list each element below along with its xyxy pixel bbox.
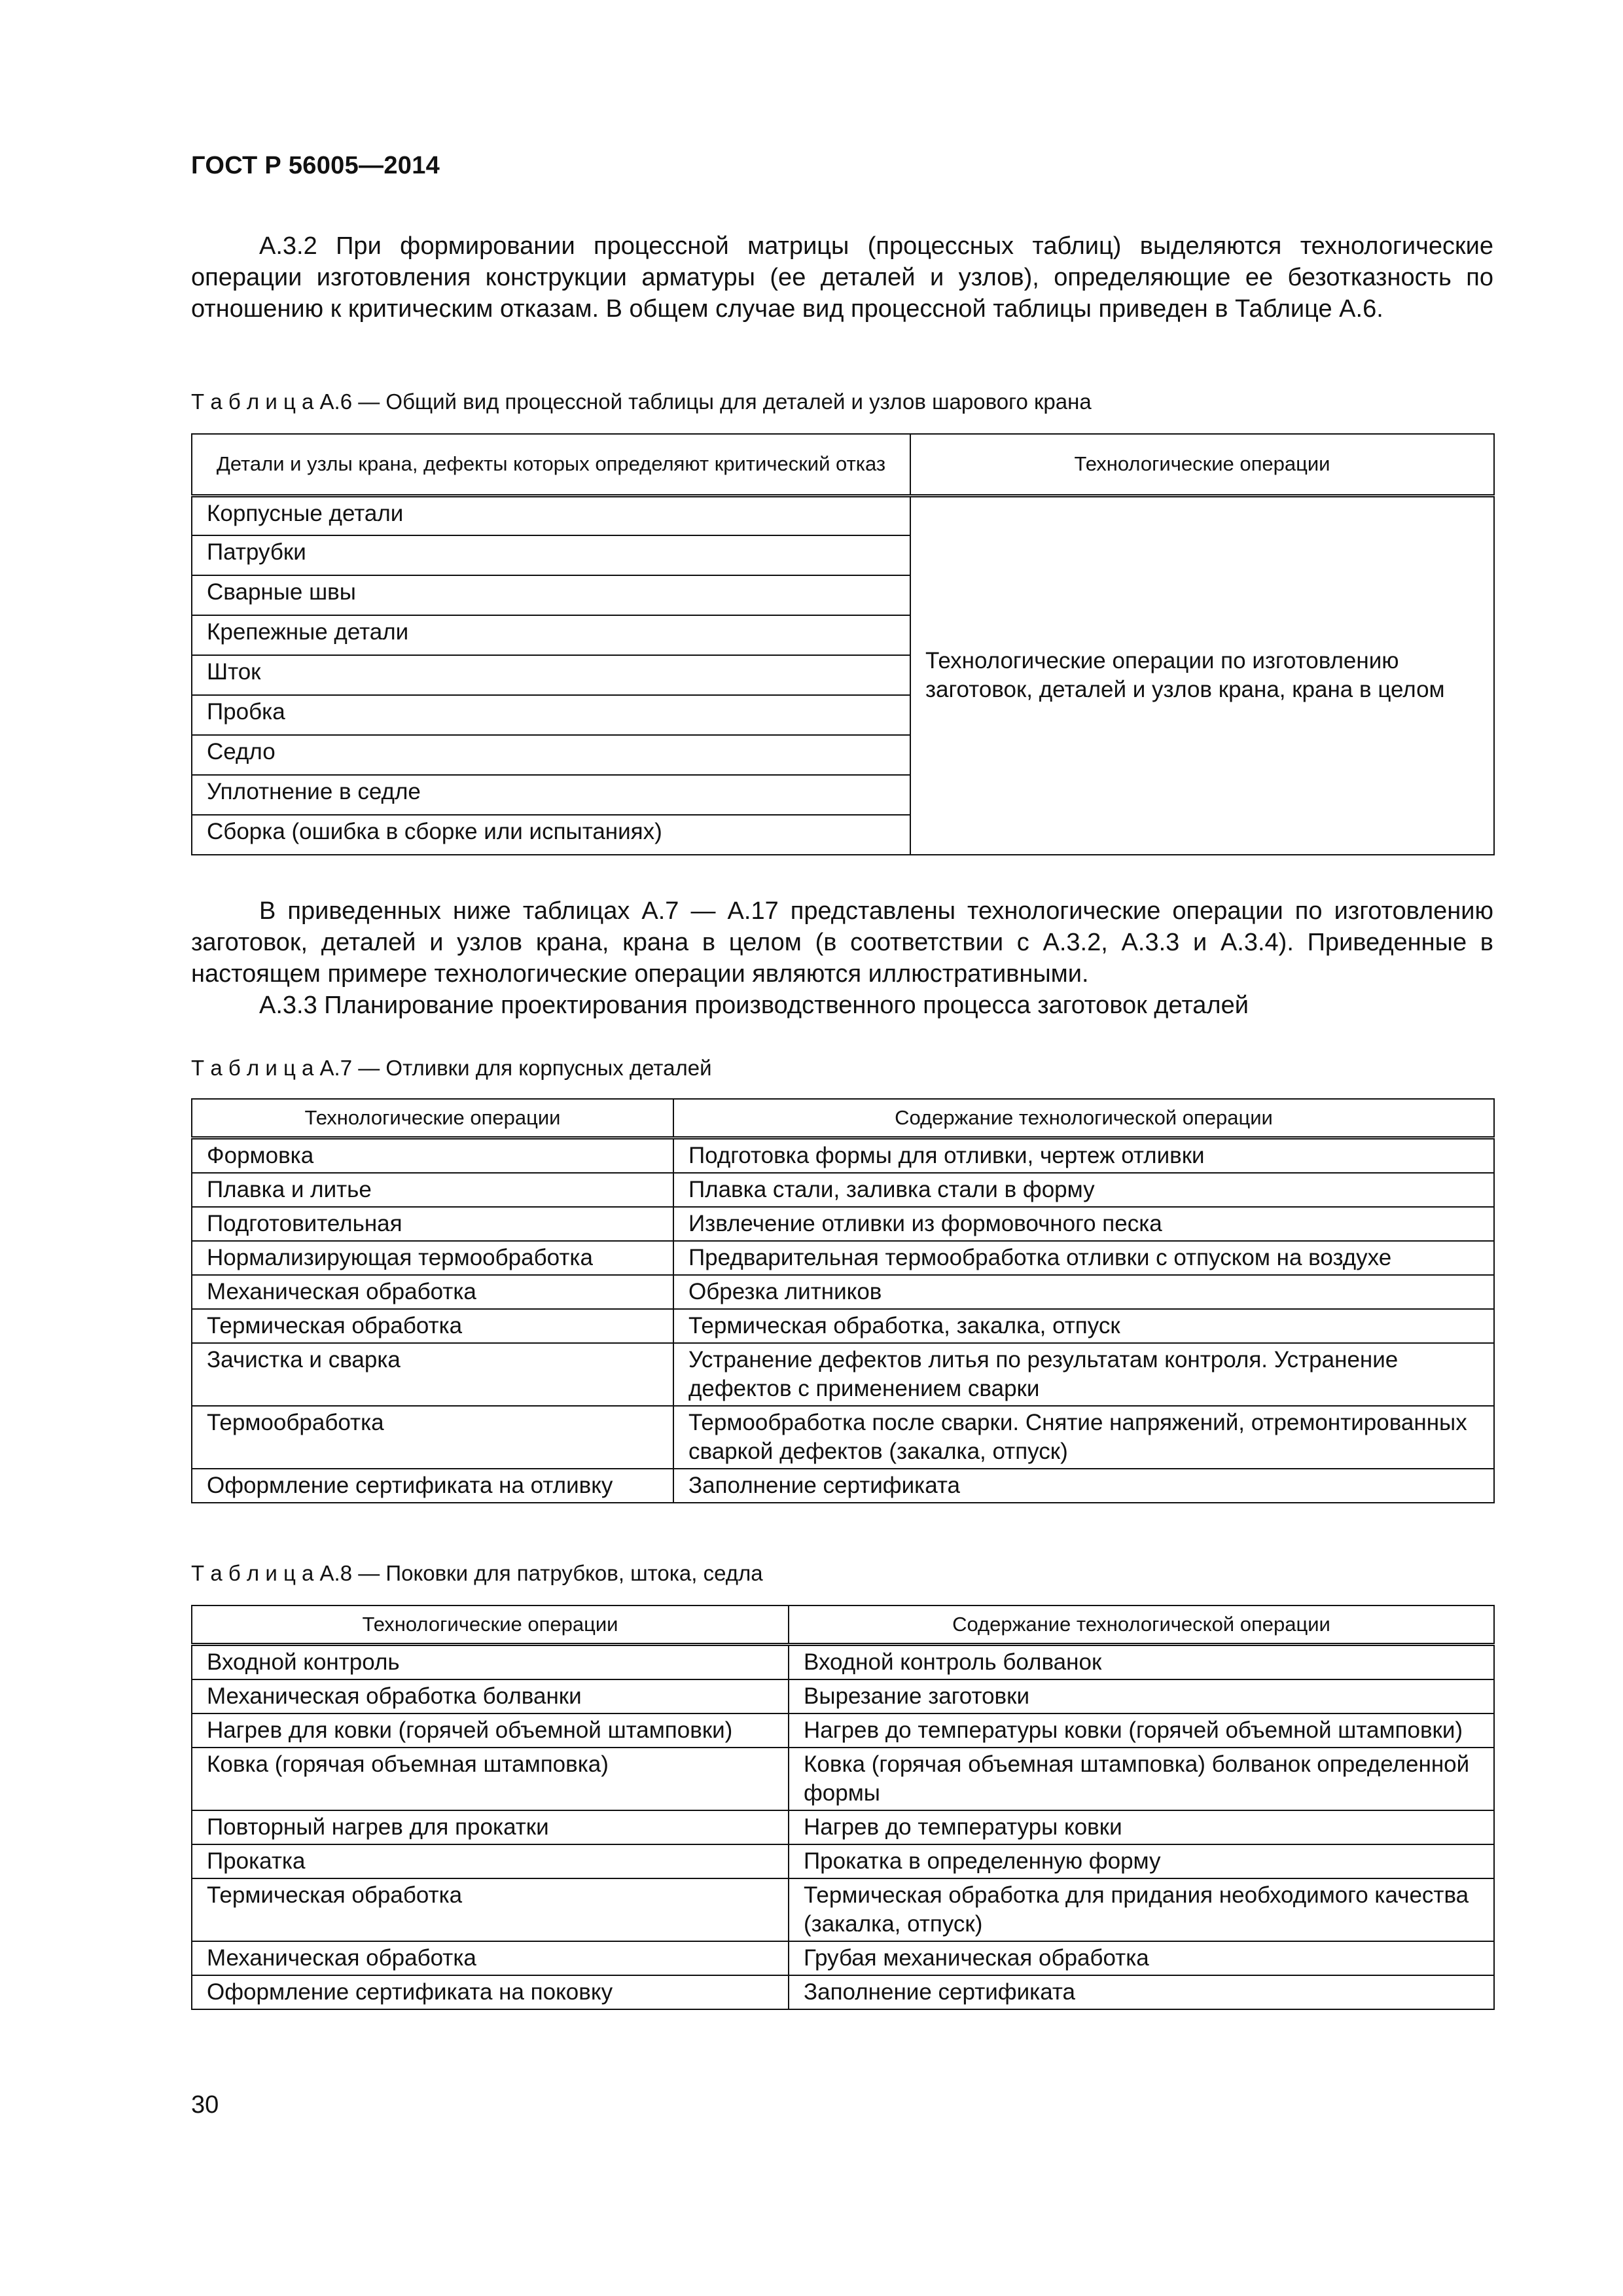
table-a7-col2-header: Содержание технологической операции — [673, 1099, 1494, 1138]
document-code-header: ГОСТ Р 56005—2014 — [191, 152, 440, 179]
operation-cell: Нормализирующая термообработка — [192, 1241, 673, 1275]
page-number: 30 — [191, 2091, 219, 2119]
table-row — [192, 1275, 1494, 1309]
content-cell: Термическая обработка для придания необходимого качества (закалка, отпуск) — [789, 1878, 1494, 1941]
table-a6-col1-header: Детали и узлы крана, дефекты которых определяют критический отказ — [192, 434, 910, 495]
table-row — [192, 1343, 1494, 1406]
content-cell: Грубая механическая обработка — [789, 1941, 1494, 1975]
content-cell: Обрезка литников — [673, 1275, 1494, 1309]
table-row — [192, 1748, 1494, 1810]
content-cell: Прокатка в определенную форму — [789, 1844, 1494, 1878]
table-a7-caption: Т а б л и ц а А.7 — Отливки для корпусных деталей — [191, 1056, 712, 1080]
table-row — [192, 1810, 1494, 1844]
table-row — [192, 1941, 1494, 1975]
paragraph-a33: А.3.3 Планирование проектирования производственного процесса заготовок деталей — [259, 992, 1249, 1019]
table-row — [192, 1241, 1494, 1275]
table-a6 — [191, 433, 1495, 855]
operation-cell: Подготовительная — [192, 1207, 673, 1241]
paragraph-after-a6 — [191, 895, 1493, 1021]
operation-cell: Оформление сертификата на отливку — [192, 1469, 673, 1503]
operation-cell: Оформление сертификата на поковку — [192, 1975, 789, 2009]
table-row — [192, 1645, 1494, 1680]
table-a6-row-9: Сборка (ошибка в сборке или испытаниях) — [192, 815, 910, 855]
operation-cell: Прокатка — [192, 1844, 789, 1878]
table-row — [192, 1878, 1494, 1941]
content-cell: Подготовка формы для отливки, чертеж отливки — [673, 1138, 1494, 1174]
table-row — [192, 1975, 1494, 2009]
operation-cell: Повторный нагрев для прокатки — [192, 1810, 789, 1844]
table-row — [192, 1713, 1494, 1748]
operation-cell: Термообработка — [192, 1406, 673, 1469]
table-a6-row-6: Пробка — [192, 695, 910, 735]
operation-cell: Формовка — [192, 1138, 673, 1174]
table-row — [192, 1309, 1494, 1343]
operation-cell: Термическая обработка — [192, 1878, 789, 1941]
table-a6-col2-header: Технологические операции — [910, 434, 1494, 495]
table-a6-row-2: Патрубки — [192, 535, 910, 575]
paragraph-a32-text: А.3.2 При формировании процессной матрицы (процессных таблиц) выделяются технологические операции изготовления конструкции арматуры (ее деталей и узлов), определяющие ее безотказность по отношению к критическим отказам. В общем случае вид процессной таблицы приведен в Таблице А.6. — [191, 232, 1493, 323]
table-row — [192, 1469, 1494, 1503]
table-a7 — [191, 1098, 1495, 1503]
content-cell: Извлечение отливки из формовочного песка — [673, 1207, 1494, 1241]
table-a8 — [191, 1605, 1495, 2010]
table-a6-row-8: Уплотнение в седле — [192, 775, 910, 815]
operation-cell: Механическая обработка — [192, 1941, 789, 1975]
table-a8-col2-header: Содержание технологической операции — [789, 1605, 1494, 1645]
table-a7-col1-header: Технологические операции — [192, 1099, 673, 1138]
content-cell: Термообработка после сварки. Снятие напряжений, отремонтированных сваркой дефектов (закалка, отпуск) — [673, 1406, 1494, 1469]
content-cell: Нагрев до температуры ковки (горячей объемной штамповки) — [789, 1713, 1494, 1748]
content-cell: Ковка (горячая объемная штамповка) болванок определенной формы — [789, 1748, 1494, 1810]
content-cell: Нагрев до температуры ковки — [789, 1810, 1494, 1844]
operation-cell: Ковка (горячая объемная штамповка) — [192, 1748, 789, 1810]
operation-cell: Механическая обработка — [192, 1275, 673, 1309]
table-row — [192, 1138, 1494, 1174]
operation-cell: Зачистка и сварка — [192, 1343, 673, 1406]
table-row — [192, 1406, 1494, 1469]
content-cell: Плавка стали, заливка стали в форму — [673, 1173, 1494, 1207]
table-row — [192, 1173, 1494, 1207]
content-cell: Вырезание заготовки — [789, 1679, 1494, 1713]
content-cell: Термическая обработка, закалка, отпуск — [673, 1309, 1494, 1343]
table-a6-row-4: Крепежные детали — [192, 615, 910, 655]
operation-cell: Механическая обработка болванки — [192, 1679, 789, 1713]
table-a6-row-7: Седло — [192, 735, 910, 775]
table-a6-row-3: Сварные швы — [192, 575, 910, 615]
operation-cell: Входной контроль — [192, 1645, 789, 1680]
operation-cell: Термическая обработка — [192, 1309, 673, 1343]
content-cell: Заполнение сертификата — [789, 1975, 1494, 2009]
table-a8-caption: Т а б л и ц а А.8 — Поковки для патрубков, штока, седла — [191, 1561, 763, 1585]
table-a8-col1-header: Технологические операции — [192, 1605, 789, 1645]
content-cell: Устранение дефектов литья по результатам контроля. Устранение дефектов с применением сварки — [673, 1343, 1494, 1406]
table-row — [192, 1844, 1494, 1878]
operation-cell: Плавка и литье — [192, 1173, 673, 1207]
table-row — [192, 1679, 1494, 1713]
table-a6-merged-operations: Технологические операции по изготовлению заготовок, деталей и узлов крана, крана в целом — [910, 495, 1494, 855]
paragraph-tables-intro: В приведенных ниже таблицах А.7 — А.17 представлены технологические операции по изготовлению заготовок, деталей и узлов крана, крана в целом (в соответствии с А.3.2, А.3.3 и А.3.4). Приведенные в настоящем примере технологические операции являются иллюстративными. — [191, 897, 1493, 988]
content-cell: Входной контроль болванок — [789, 1645, 1494, 1680]
content-cell: Предварительная термообработка отливки с отпуском на воздухе — [673, 1241, 1494, 1275]
table-a6-caption: Т а б л и ц а А.6 — Общий вид процессной таблицы для деталей и узлов шарового крана — [191, 389, 1092, 414]
table-row — [192, 1207, 1494, 1241]
operation-cell: Нагрев для ковки (горячей объемной штамповки) — [192, 1713, 789, 1748]
content-cell: Заполнение сертификата — [673, 1469, 1494, 1503]
table-a6-row-5: Шток — [192, 655, 910, 695]
table-a6-row-1: Корпусные детали — [192, 495, 910, 535]
paragraph-a32 — [191, 230, 1493, 325]
